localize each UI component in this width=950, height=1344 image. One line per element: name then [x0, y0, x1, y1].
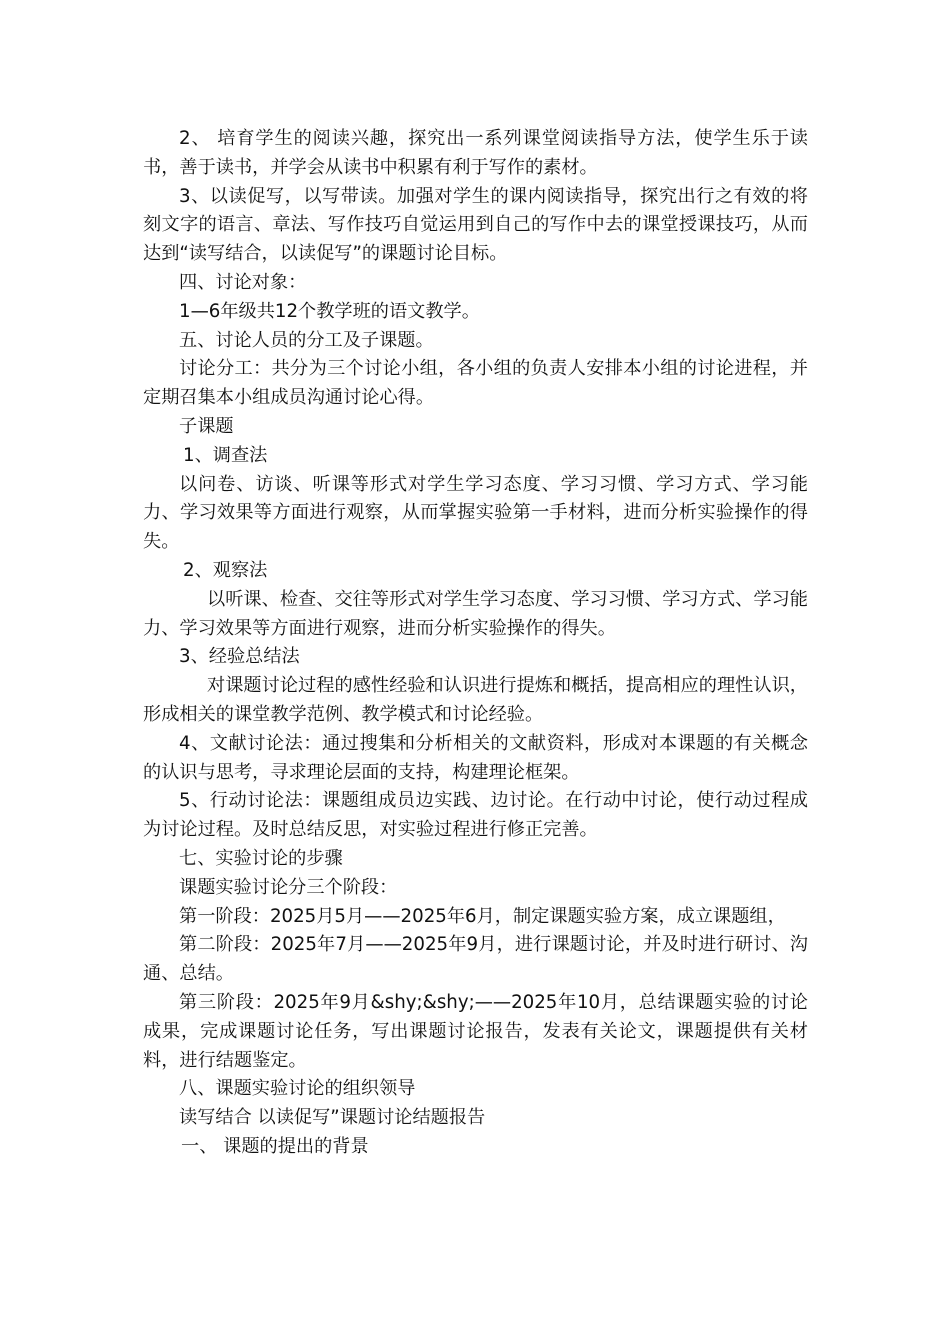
report-title: 读写结合 以读促写”课题讨论结题报告 — [179, 1107, 486, 1129]
method-5-paragraph: 5、行动讨论法：课题组成员边实践、边讨论。在行动中讨论，使行动过程成为讨论过程。及时总结反思，对实验过程进行修正完善。 — [143, 790, 808, 841]
stage-1-paragraph: 第一阶段：2025月5月——2025年6月，制定课题实验方案，成立课题组， — [179, 905, 786, 927]
goal-3-paragraph: 3、以读促写，以写带读。加强对学生的课内阅读指导，探究出行之有效的将刻文字的语言、章法、写作技巧自觉运用到自己的写作中去的课堂授课技巧，从而达到“读写结合，以读促写”的课题讨论目标。 — [143, 185, 808, 265]
background-heading: 一、 课题的提出的背景 — [181, 1135, 369, 1157]
stage-2-paragraph: 第二阶段：2025年7月——2025年9月，进行课题讨论，并及时进行研讨、沟通、总结。 — [143, 934, 808, 985]
stages-intro-paragraph: 课题实验讨论分三个阶段： — [179, 876, 398, 898]
method-3-paragraph: 对课题讨论过程的感性经验和认识进行提炼和概括，提高相应的理性认识，形成相关的课堂教学范例、教学模式和讨论经验。 — [143, 675, 808, 725]
goal-2-paragraph: 2、 培育学生的阅读兴趣，探究出一系列课堂阅读指导方法，使学生乐于读书，善于读书，并学会从读书中积累有利于写作的素材。 — [143, 128, 808, 178]
division-paragraph: 讨论分工：共分为三个讨论小组，各小组的负责人安排本小组的讨论进程，并定期召集本小组成员沟通讨论心得。 — [143, 358, 808, 409]
research-subjects-paragraph: 1—6年级共12个教学班的语文教学。 — [179, 300, 480, 322]
method-2-paragraph: 以听课、检查、交往等形式对学生学习态度、学习习惯、学习方式、学习能力、学习效果等方面进行观察，进而分析实验操作的得失。 — [143, 588, 808, 639]
section-7-heading: 七、实验讨论的步骤 — [179, 847, 343, 869]
method-1-heading: 1、调查法 — [183, 444, 268, 466]
method-4-paragraph: 4、文献讨论法：通过搜集和分析相关的文献资料，形成对本课题的有关概念的认识与思考，寻求理论层面的支持，构建理论框架。 — [143, 732, 808, 783]
method-3-heading: 3、经验总结法 — [179, 646, 300, 668]
section-5-heading: 五、讨论人员的分工及子课题。 — [179, 329, 434, 351]
subtopic-heading: 子课题 — [179, 415, 234, 437]
stage-3-paragraph: 第三阶段：2025年9月&shy;&shy;——2025年10月，总结课题实验的讨论成果，完成课题讨论任务，写出课题讨论报告，发表有关论文，课题提供有关材料，进行结题鉴定。 — [143, 991, 808, 1071]
document-body — [143, 125, 808, 1162]
method-1-paragraph: 以问卷、访谈、听课等形式对学生学习态度、学习习惯、学习方式、学习能力、学习效果等方面进行观察，从而掌握实验第一手材料，进而分析实验操作的得失。 — [143, 473, 808, 553]
section-8-heading: 八、课题实验讨论的组织领导 — [179, 1078, 416, 1100]
method-2-heading: 2、观察法 — [183, 559, 268, 581]
section-4-heading: 四、讨论对象： — [179, 271, 307, 293]
